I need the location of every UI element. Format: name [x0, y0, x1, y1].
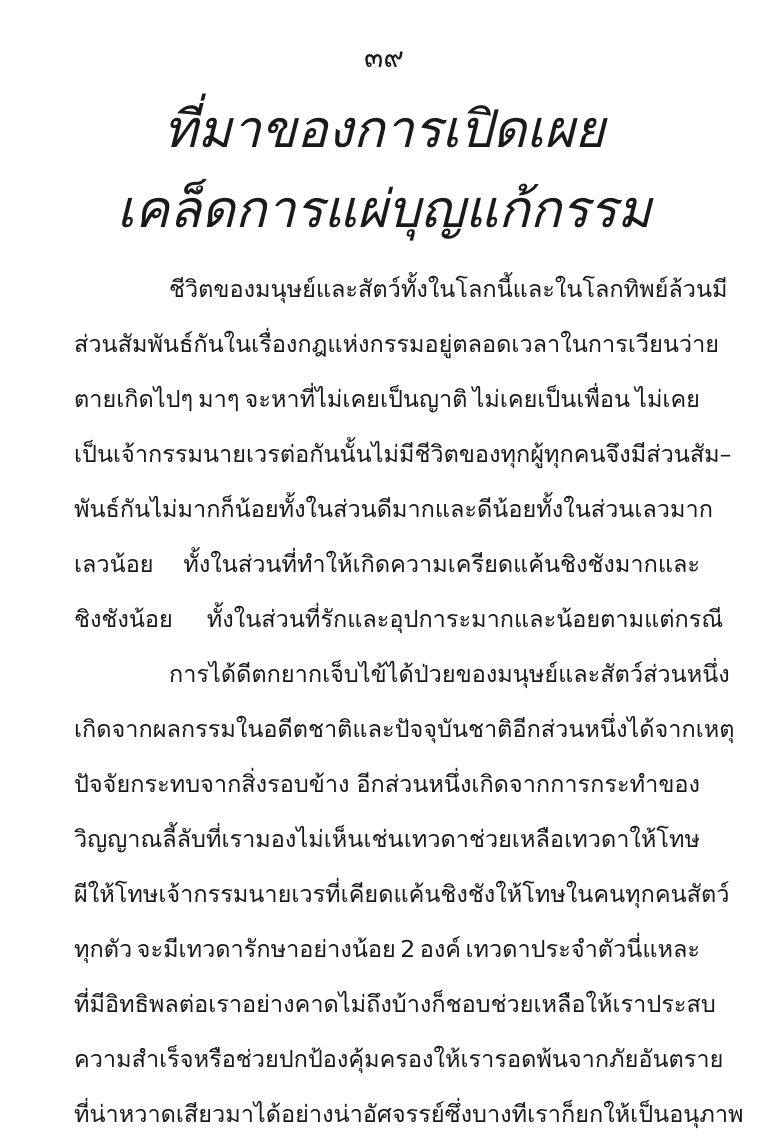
- text-segment: ที่มีอิทธิพลต่อเราอย่างคาดไม่ถึง: [74, 990, 392, 1018]
- chapter-title-line-2: เคล็ดการแผ่บุญแก้กรรม: [116, 180, 652, 240]
- text-segment: ส่วนสัมพันธ์กันในเรื่องกฎแห่งกรรมอยู่ตลอดเวลา: [74, 330, 561, 358]
- text-segment: ทุกตัว: [74, 935, 133, 963]
- text-line: [74, 592, 724, 647]
- text-line: [74, 1032, 724, 1087]
- text-segment: บ้างก็ชอบช่วยเหลือให้เราประสบ: [391, 990, 716, 1018]
- text-line: [74, 977, 716, 1032]
- text-line: [74, 317, 720, 372]
- text-segment: อีกส่วนหนึ่งได้จากเหตุ: [512, 715, 735, 743]
- text-segment: ทั้งในโลกนี้และในโลกทิพย์ล้วนมี: [400, 275, 728, 303]
- text-segment: จะมีเทวดารักษาอย่างน้อย: [136, 935, 396, 963]
- text-segment: ทั้งในส่วนเลวมาก: [536, 495, 713, 523]
- text-line: [74, 922, 700, 977]
- body-paragraphs: [74, 262, 744, 1142]
- text-segment: เกิดจากผลกรรมในอดีตชาติและปัจจุบันชาติ: [74, 715, 513, 743]
- page-number: ๓๙: [364, 41, 404, 74]
- text-segment: ในการเวียนว่าย: [560, 330, 720, 358]
- text-segment: ไม่เคย: [635, 385, 700, 413]
- text-segment: ในคนทุกคนสัตว์: [565, 880, 730, 908]
- text-segment: ตายเกิดไปๆ: [74, 385, 194, 413]
- text-segment: มาๆ: [198, 385, 240, 413]
- text-segment: ไม่เคยเป็นเพื่อน: [472, 385, 631, 413]
- text-segment: เทวดาช่วยเหลือ: [403, 825, 564, 853]
- text-line: [74, 647, 730, 702]
- chapter-title-line-1: ที่มาของการเปิดเผย: [163, 100, 605, 160]
- text-segment: ชีวิตของมนุษย์และสัตว์: [169, 275, 401, 303]
- text-segment: ความสำเร็จ: [74, 1045, 194, 1073]
- text-segment: ทั้งในส่วนที่ทำให้เกิดความเครียดแค้นชิงชังมากและ: [183, 550, 700, 578]
- text-line: [74, 262, 728, 317]
- text-line: [74, 537, 700, 592]
- text-line: [74, 867, 730, 922]
- text-segment: จะหาที่ไม่เคยเป็นญาติ: [244, 385, 468, 413]
- text-segment: ของมนุษย์และสัตว์ส่วนหนึ่ง: [455, 660, 730, 688]
- text-line: [74, 427, 732, 482]
- text-line: [74, 702, 735, 757]
- text-segment: ทั้งในส่วนที่รักและอุปการะมากและน้อยตามแต่กรณี: [206, 605, 724, 633]
- text-line: [74, 757, 700, 812]
- text-line: [74, 1087, 744, 1142]
- text-segment: หรือช่วยปกป้องคุ้มครองให้เรารอดพ้นจากภัยอันตราย: [193, 1045, 724, 1073]
- text-segment: ชีวิตของทุกผู้ทุกคนจึงมีส่วนสัม–: [414, 440, 732, 468]
- text-segment: เจ้ากรรมนายเวรที่เคียดแค้นชิงชังให้โทษ: [158, 880, 566, 908]
- text-segment: ที่น่าหวาดเสียวมาได้อย่างน่าอัศจรรย์ซึ่งบางทีเราก็ยกให้เป็นอนุภาพ: [74, 1100, 744, 1128]
- text-segment: องค์: [419, 935, 462, 963]
- text-segment: ผีให้โทษ: [74, 880, 159, 908]
- text-line: [74, 372, 700, 427]
- text-segment: เช่น: [363, 825, 404, 853]
- text-segment: ทั้งในส่วนดีมากและดีน้อย: [278, 495, 537, 523]
- text-segment: เป็นเจ้ากรรมนายเวรต่อกันนั้นไม่มี: [74, 440, 415, 468]
- text-segment: การได้ดีตกยาก: [169, 660, 323, 688]
- text-segment: เจ็บไข้ได้ป่วย: [322, 660, 456, 688]
- text-segment: ชิงชังน้อย: [74, 605, 173, 633]
- text-segment: เทวดาให้โทษ: [564, 825, 700, 853]
- text-segment: เทวดาประจำตัวนี่แหละ: [465, 935, 700, 963]
- text-segment: เลวน้อย: [74, 550, 154, 578]
- text-segment: 2: [400, 935, 416, 963]
- text-segment: ปัจจัยกระทบจากสิ่งรอบข้าง: [74, 770, 350, 798]
- text-segment: พันธ์กันไม่มากก็น้อย: [74, 495, 279, 523]
- text-segment: อีกส่วนหนึ่งเกิดจากการกระทำของ: [356, 770, 700, 798]
- text-line: [74, 812, 700, 867]
- chapter-title: [0, 90, 768, 250]
- text-segment: วิญญาณลี้ลับที่เรามองไม่เห็น: [74, 825, 364, 853]
- text-line: [74, 482, 713, 537]
